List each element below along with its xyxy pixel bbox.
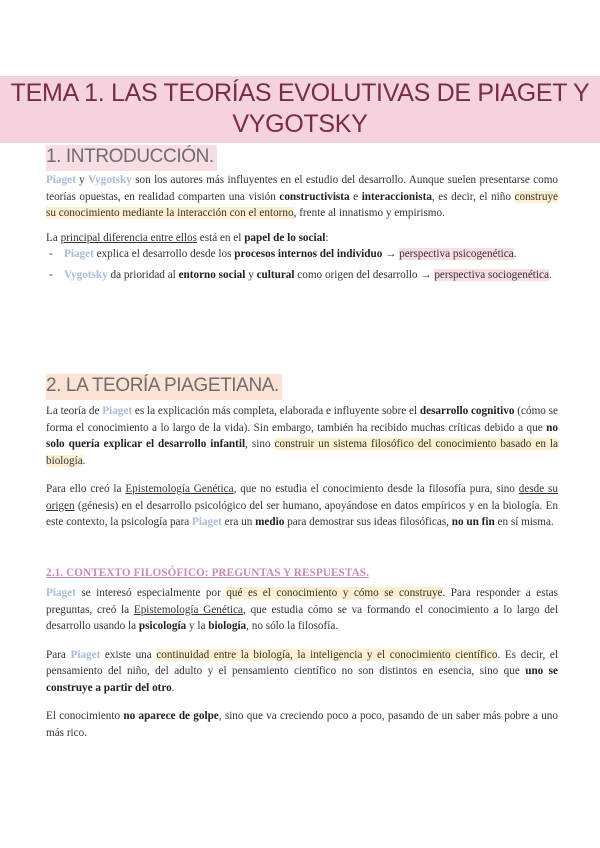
section-heading-teoria-piagetiana: 2. LA TEORÍA PIAGETIANA.: [46, 374, 282, 400]
bold-term: entorno social: [178, 268, 246, 281]
bold-term: desarrollo cognitivo: [419, 405, 515, 417]
text: , no sólo la filosofía.: [246, 620, 339, 632]
text: .: [513, 248, 517, 260]
bold-term: psicología: [138, 620, 187, 632]
text: Para: [46, 648, 71, 661]
bold-term: biología: [208, 620, 247, 632]
arrow: →: [417, 268, 435, 281]
name-piaget: Piaget: [102, 405, 133, 417]
highlight: construye su conocimiento mediante la interacción con el entorno: [46, 190, 559, 219]
bold-term: no un fin: [451, 516, 495, 528]
text: .: [82, 454, 86, 467]
highlight: perspectiva sociogenética: [434, 268, 549, 281]
text: La: [46, 231, 61, 244]
difference-paragraph: [46, 230, 558, 247]
name-vygotsky: Vygotsky: [88, 174, 132, 186]
text: y: [75, 174, 89, 186]
text: . Es decir, el pensamiento del niño, del adulto y el pensamiento científico no son distintos en esencia, sino que: [46, 648, 558, 677]
paragraph: [46, 647, 558, 697]
paragraph: [46, 585, 558, 635]
section-2-body: [46, 403, 558, 531]
text: , sino: [245, 438, 275, 450]
section-heading-introduccion: 1. INTRODUCCIÓN.: [46, 145, 217, 171]
bold-term: no aparece de golpe: [123, 710, 219, 722]
text: se interesó especialmente por: [75, 587, 227, 599]
bold-term: uno se construye a partir del otro: [46, 665, 558, 694]
highlight: qué es el conocimiento y cómo se construye: [226, 587, 443, 599]
highlight: construir un sistema filosófico del conocimiento basado en la biología: [46, 438, 558, 467]
text: es la explicación más completa, elaborada e influyente sobre el: [132, 405, 420, 417]
underlined-text: principal diferencia entre ellos: [60, 231, 197, 244]
list-item: [46, 246, 558, 263]
arrow: →: [382, 248, 400, 260]
text: , frente al innatismo y empirismo.: [293, 207, 445, 219]
section-2-1-body: [46, 585, 558, 741]
text: existe una: [100, 648, 157, 661]
bold-term: medio: [255, 516, 285, 528]
bold-term: procesos internos del individuo: [234, 248, 383, 260]
highlight: perspectiva psicogenética: [399, 248, 514, 260]
underlined-text: Epistemología Genética: [125, 483, 234, 495]
bold-term: constructivista: [279, 190, 350, 203]
text: explica el desarrollo desde los: [93, 248, 235, 260]
underlined-text: Epistemología Genética: [133, 603, 244, 616]
text: (génesis) en el desarrollo psicológico del ser humano, apoyándose en datos empíricos y en la biología. En este contexto, la psicología para: [46, 499, 558, 528]
intro-paragraph: [46, 172, 558, 222]
text: y la: [186, 620, 209, 632]
bold-term: no solo quería explicar el desarrollo infantil: [46, 421, 558, 450]
name-piaget: Piaget: [46, 587, 76, 599]
list-dash: -: [49, 248, 53, 260]
text: , es decir, el niño: [431, 190, 515, 203]
paragraph: [46, 708, 558, 741]
text: (cómo se forma el conocimiento a lo largo de la vida). Sin embargo, también ha recibido muchas críticas debido a que: [46, 405, 559, 434]
text: está en el: [196, 231, 245, 244]
underlined-text: desde su origen: [46, 483, 558, 512]
title-container: [0, 76, 600, 143]
paragraph: [46, 403, 558, 469]
text: era un: [221, 516, 256, 528]
bold-term: papel de lo social: [244, 231, 326, 244]
text: , que estudia cómo se va formando el conocimiento a lo largo del desarrollo usando la: [46, 603, 558, 632]
list-dash: -: [49, 268, 53, 281]
name-vygotsky: Vygotsky: [64, 268, 108, 281]
section-1-body: [46, 172, 558, 283]
subsection-heading-contexto-filosofico: 2.1. CONTEXTO FILOSÓFICO: PREGUNTAS Y RESPUESTAS.: [46, 567, 369, 579]
text: e: [349, 190, 362, 203]
text: son los autores más influyentes en el estudio del desarrollo. Aunque suelen presentarse como teorías opuestas, en realidad comparten una visión: [46, 174, 558, 203]
text: .: [171, 681, 175, 694]
name-piaget: Piaget: [64, 248, 94, 260]
text: .: [548, 268, 552, 281]
name-piaget: Piaget: [192, 516, 222, 528]
text: :: [325, 231, 329, 244]
text: para demostrar sus ideas filosóficas,: [284, 516, 452, 528]
text: da prioridad al: [107, 268, 179, 281]
text: El conocimiento: [46, 710, 124, 722]
text: y: [245, 268, 257, 281]
text: , que no estudia el conocimiento desde la filosofía pura, sino: [233, 483, 519, 495]
highlight: continuidad entre la biología, la inteligencia y el conocimiento científico: [156, 648, 498, 661]
text: como origen del desarrollo: [294, 268, 418, 281]
text: Para ello creó la: [46, 483, 126, 495]
list-item: [46, 267, 558, 284]
bold-term: cultural: [256, 268, 295, 281]
text: . Para responder a estas preguntas, creó la: [46, 587, 559, 616]
paragraph: [46, 481, 558, 531]
document-title: TEMA 1. LAS TEORÍAS EVOLUTIVAS DE PIAGET Y VYGOTSKY: [0, 76, 600, 143]
name-piaget: Piaget: [46, 174, 76, 186]
text: , sino que va creciendo poco a poco, pasando de un saber más pobre a uno más rico.: [46, 710, 558, 739]
text: La teoría de: [46, 405, 103, 417]
text: en sí misma.: [494, 516, 554, 528]
bold-term: interaccionista: [361, 190, 432, 203]
name-piaget: Piaget: [70, 648, 101, 661]
